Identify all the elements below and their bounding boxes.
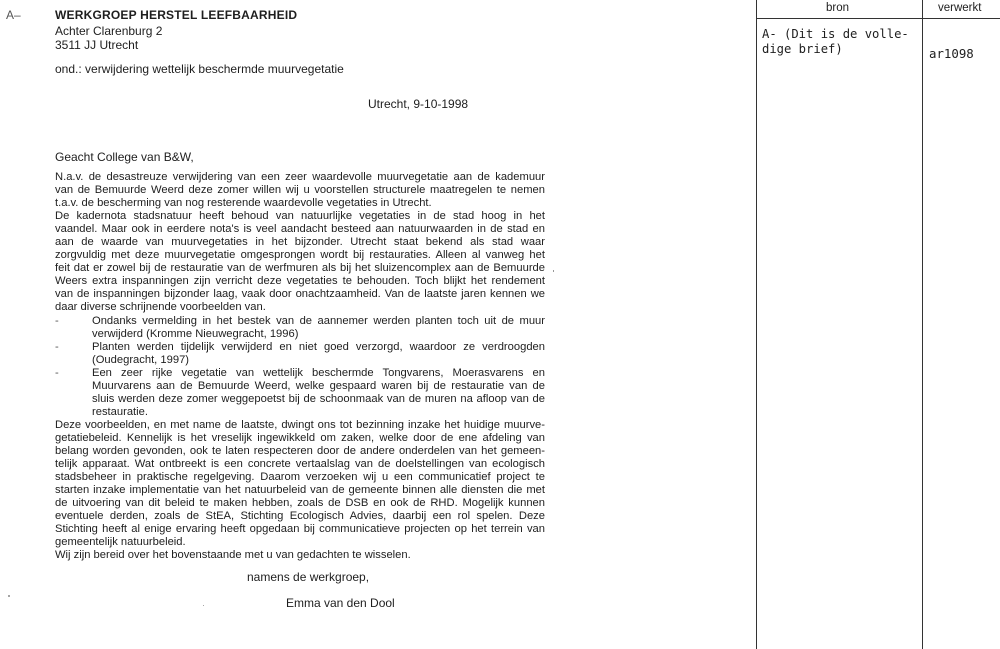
signature-name: Emma van den Dool <box>286 596 395 610</box>
column-header-bron: bron <box>826 2 850 14</box>
table-header-divider <box>756 18 1000 19</box>
body-line: van de inspanningen bijzonder laag, vaak door onachtzaamheid. Van de laatste jaren kennen we <box>55 288 545 301</box>
body-line: starten inzake implementatie van het natuurbeleid van de gemeente binnen alle diensten die met <box>55 484 545 497</box>
body-line: daar diverse schrijnende voorbeelden van. <box>55 301 266 314</box>
body-line: (Oudegracht, 1997) <box>92 353 190 366</box>
body-line: verwijderd (Kromme Nieuwegracht, 1996) <box>92 327 299 340</box>
table-border-left <box>756 0 757 649</box>
bron-note: A- (Dit is de volle-dige brief) <box>762 27 909 56</box>
body-line: stadsbeheer in praktische regelgeving. Daarom verzoeken wij u een communicatief project te <box>55 471 545 484</box>
bullet-mark: - <box>55 340 59 353</box>
body-line: De kadernota stadsnatuur heeft behoud van natuurlijke vegetaties in de stad hoog in het <box>55 210 545 223</box>
body-line: sluis werden deze zomer weggepoetst bij de schoonmaak van de muren na afloop van de <box>92 392 545 405</box>
body-line: van de Bemuurde Weerd deze zomer willen wij u voorstellen structurele maatregelen te nemen <box>55 184 545 197</box>
letterhead-address: Achter Clarenburg 2 <box>55 24 163 38</box>
closing-line: namens de werkgroep, <box>247 570 370 584</box>
body-line <box>55 315 545 328</box>
body-line: Muurvarens aan de Bemuurde Weerd, welke gespaard waren bij de restauratie van de <box>92 379 545 392</box>
body-line: vaandel. Maar ook in eerdere nota's is veel aandacht besteed aan natuurwaarden in de stad en <box>55 223 545 236</box>
body-line <box>55 341 545 354</box>
body-line: t.a.v. de bescherming van nog resterende waardevolle vegetaties in Utrecht. <box>55 197 432 210</box>
body-line: N.a.v. de desastreuze verwijdering van een zeer waardevolle muurvegetatie aan de kademuur <box>55 171 545 183</box>
letterhead-city: 3511 JJ Utrecht <box>55 38 139 52</box>
bullet-mark: - <box>55 366 59 379</box>
body-line: aan de waarde van muurvegetaties in het bijzonder. Utrecht staat bekend als stad waar <box>55 236 545 249</box>
bullet-text: Ondanks vermelding in het bestek van de aannemer werden planten toch uit de muur <box>92 314 545 327</box>
letterhead-name: WERKGROEP HERSTEL LEEFBAARHEID <box>55 8 298 22</box>
body-line: telijk apparaat. Wat ontbreekt is een concrete vertaalslag van de doelstellingen van ecologisch <box>55 458 545 471</box>
letter-body <box>55 171 545 562</box>
body-line: de uitvoering van dit beleid te maken hebben, zoals de DSB en ook de RHD. Mogelijk kunnen <box>55 497 545 510</box>
body-line: zorgvuldig met deze muurvegetatie omgesprongen wordt bij restauraties. Alleen al vanweg het <box>55 249 545 262</box>
body-line: restauratie. <box>92 405 148 418</box>
bullet-text: Planten werden tijdelijk verwijderd en niet goed verzorgd, waardoor ze verdroogden <box>92 340 545 353</box>
table-border-middle <box>922 0 923 649</box>
body-line <box>55 367 545 380</box>
body-line: eventuele derden, zoals de StEA, Stichting Ecologisch Advies, daarbij een rol spelen. Deze <box>55 510 545 523</box>
salutation: Geacht College van B&W, <box>55 150 194 164</box>
body-line: Deze voorbeelden, en met name de laatste, dwingt ons tot bezinning inzake het huidige muurve- <box>55 418 545 431</box>
body-line: feit dat er zowel bij de restauratie van de werfmuren als bij het sluizencomplex aan de Bemuurde <box>55 262 545 275</box>
bullet-text: Een zeer rijke vegetatie van wettelijk beschermde Tongvarens, Moerasvarens en <box>92 366 545 379</box>
body-line: Weers extra inspanningen zijn verricht deze vegetaties te behouden. Toch blijkt het rendement <box>55 275 545 288</box>
column-header-verwerkt: verwerkt <box>938 2 982 14</box>
body-line: belang worden gevonden, ook te laten respecteren door de andere onderdelen van het gemeen- <box>55 444 545 457</box>
body-line: getatiebeleid. Kennelijk is het vreselijk ingewikkeld om zaken, welke door de ene afdeling van <box>55 431 545 444</box>
body-line: Stichting heeft al enige ervaring heeft opgedaan bij communicatieve projecten op het terrein van <box>55 523 545 536</box>
subject-line: ond.: verwijdering wettelijk beschermde muurvegetatie <box>55 62 344 76</box>
scan-speck <box>203 605 204 606</box>
verwerkt-value: ar1098 <box>929 46 974 61</box>
body-line: Wij zijn bereid over het bovenstaande met u van gedachten te wisselen. <box>55 549 411 562</box>
scan-speck <box>553 270 554 272</box>
letter-date: Utrecht, 9-10-1998 <box>368 97 469 111</box>
bullet-mark: - <box>55 314 59 327</box>
scan-speck <box>8 595 10 597</box>
body-line: gemeentelijk natuurbeleid. <box>55 536 186 549</box>
corner-mark: A– <box>6 8 21 22</box>
